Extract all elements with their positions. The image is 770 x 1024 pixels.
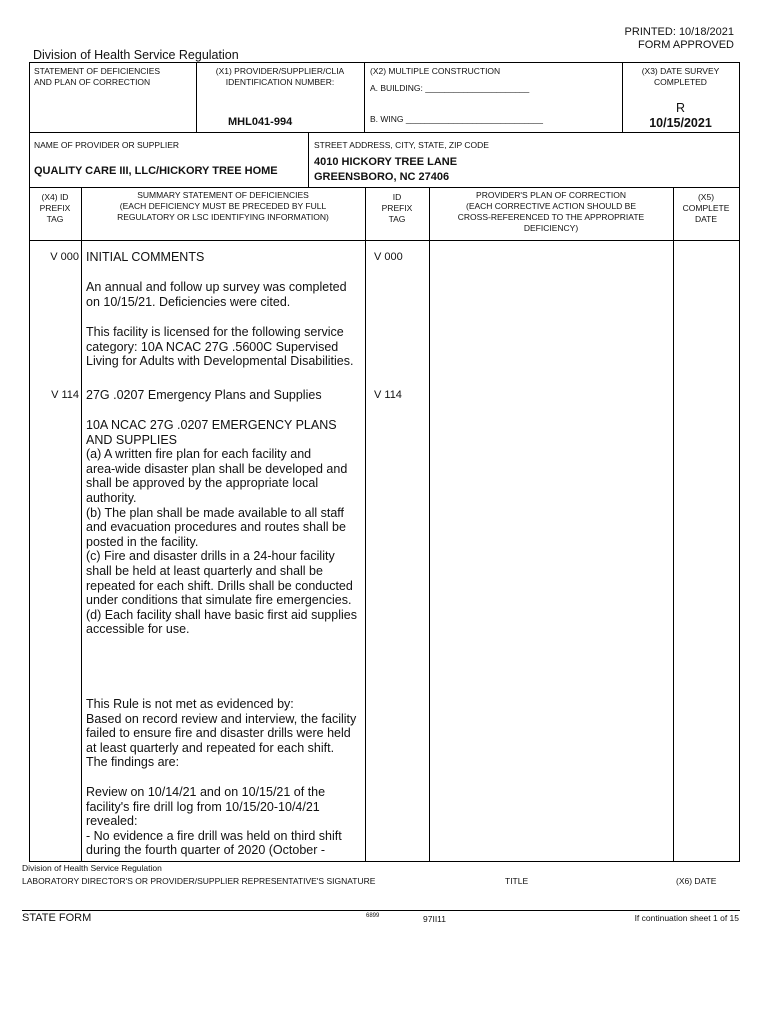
tag-v114: V 114	[51, 389, 79, 401]
x1-label: (X1) PROVIDER/SUPPLIER/CLIA	[215, 66, 345, 76]
paragraph: This Rule is not met as evidenced by: Based on record review and interview, the facility failed to ensure fire and disaster drills were held at least quarterly and repeated for each shift. The findings are:	[86, 697, 357, 770]
rule-line	[29, 240, 740, 241]
rule-line	[364, 62, 365, 132]
id-header: ID PREFIX TAG	[381, 192, 413, 224]
x4-header: (X4) ID PREFIX TAG	[39, 192, 71, 224]
paragraph: 10A NCAC 27G .0207 EMERGENCY PLANS AND SUPPLIES (a) A written fire plan for each facility and area-wide disaster plan shall be developed and shall be approved by the appropriate local authority. (b) The plan shall be made available to all staff and evacuation procedures and routes shall be posted in the facility. (c) Fire and disaster drills in a 24-hour facility shall be held at least quarterly and shall be repeated for each shift. Drills shall be conducted under conditions that simulate fire emergencies. (d) Each facility shall have basic first aid supplies accessible for use.	[86, 418, 357, 637]
statement-label: AND PLAN OF CORRECTION	[34, 77, 151, 87]
division-title: Division of Health Service Regulation	[33, 48, 239, 62]
entry-title: INITIAL COMMENTS	[86, 250, 205, 264]
rule-line	[673, 187, 674, 862]
state-form-label: STATE FORM	[22, 912, 92, 924]
rule-line	[29, 187, 740, 188]
x1-label: IDENTIFICATION NUMBER:	[225, 77, 335, 87]
address-line: 4010 HICKORY TREE LANE	[314, 156, 458, 168]
printed-date: PRINTED: 10/18/2021	[624, 26, 734, 38]
id-v114: V 114	[374, 389, 402, 401]
form-approved: FORM APPROVED	[638, 39, 734, 51]
x2-label: (X2) MULTIPLE CONSTRUCTION	[370, 66, 501, 76]
continuation-label: If continuation sheet 1 of 15	[634, 913, 739, 923]
tag-v000: V 000	[50, 251, 79, 263]
x2-wing: B. WING _____________________________	[370, 114, 543, 124]
paragraph: Review on 10/14/21 and on 10/15/21 of the facility's fire drill log from 10/15/20-10/4/21 revealed: - No evidence a fire drill was held on third shift during the fourth quarter of 2020 (October -	[86, 785, 342, 858]
rule-line	[429, 187, 430, 862]
plan-header: PROVIDER'S PLAN OF CORRECTION (EACH CORRECTIVE ACTION SHOULD BE CROSS-REFERENCED TO THE APPROPRIATE DEFICIENCY)	[457, 190, 645, 233]
rule-line	[29, 132, 740, 133]
paragraph: An annual and follow up survey was completed on 10/15/21. Deficiencies were cited.	[86, 280, 347, 309]
rule-line	[22, 910, 740, 911]
rule-line	[29, 62, 740, 63]
rule-line	[308, 132, 309, 187]
survey-date: 10/15/2021	[649, 116, 712, 130]
provider-name: QUALITY CARE III, LLC/HICKORY TREE HOME	[34, 165, 278, 177]
date-label: (X6) DATE	[676, 876, 717, 886]
footer-division: Division of Health Service Regulation	[22, 863, 162, 873]
rule-line	[29, 861, 740, 862]
x3-r: R	[675, 101, 686, 115]
id-v000: V 000	[374, 251, 403, 263]
signature-label: LABORATORY DIRECTOR'S OR PROVIDER/SUPPLIER REPRESENTATIVE'S SIGNATURE	[22, 876, 376, 886]
x5-header: (X5) COMPLETE DATE	[682, 192, 730, 224]
form-code: 97II11	[423, 914, 447, 924]
rule-line	[81, 187, 82, 862]
summary-header: SUMMARY STATEMENT OF DEFICIENCIES (EACH DEFICIENCY MUST BE PRECEDED BY FULL REGULATORY OR LSC IDENTIFYING INFORMATION)	[117, 190, 329, 222]
address-label: STREET ADDRESS, CITY, STATE, ZIP CODE	[314, 140, 489, 150]
entry-title: 27G .0207 Emergency Plans and Supplies	[86, 388, 322, 402]
paragraph: This facility is licensed for the following service category: 10A NCAC 27G .5600C Supervised Living for Adults with Developmental Disabilities.	[86, 325, 354, 369]
provider-id: MHL041-994	[228, 116, 293, 128]
rule-line	[29, 62, 30, 862]
x3-label: COMPLETED	[654, 77, 707, 87]
rule-line	[739, 62, 740, 862]
title-label: TITLE	[505, 876, 529, 886]
provider-name-label: NAME OF PROVIDER OR SUPPLIER	[34, 140, 179, 150]
x2-building: A. BUILDING: ______________________	[370, 83, 530, 93]
x3-label: (X3) DATE SURVEY	[641, 66, 720, 76]
form-number: 6899	[366, 913, 380, 919]
statement-label: STATEMENT OF DEFICIENCIES	[34, 66, 161, 76]
address-line: GREENSBORO, NC 27406	[314, 171, 450, 183]
